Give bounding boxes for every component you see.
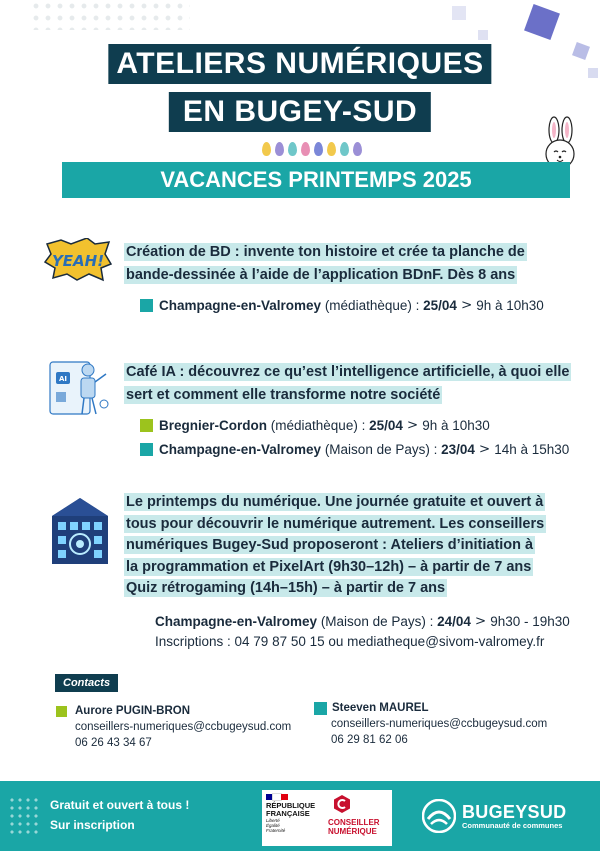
- decorative-pixel: [572, 42, 590, 60]
- section-3-headline-line: tous pour découvrir le numérique autrement. Les conseillers: [126, 515, 545, 532]
- subtitle-banner: VACANCES PRINTEMPS 2025: [62, 162, 570, 198]
- bugeysud-logo: [422, 799, 566, 833]
- decorative-pixel: [588, 68, 598, 78]
- contact-phone[interactable]: 06 26 43 34 67: [75, 737, 152, 749]
- bugeysud-swirl-icon: [422, 799, 456, 833]
- svg-text:YEAH!: YEAH!: [51, 252, 105, 270]
- section-2-location: [140, 417, 490, 433]
- section-1-headline-line: Création de BD : invente ton histoire et crée ta planche de: [126, 244, 525, 260]
- conseiller-numerique-icon: [332, 794, 352, 814]
- brand-name: BUGEYSUD: [462, 801, 567, 822]
- section-3-headline-line: numériques Bugey-Sud proposeront : Ateliers d’initiation à: [126, 537, 534, 553]
- chevron-dots-icon: [8, 796, 42, 838]
- contact-email[interactable]: conseillers-numeriques@ccbugeysud.com: [331, 718, 548, 730]
- footer-bar: [0, 781, 600, 851]
- location-venue: (Maison de Pays) :: [324, 441, 438, 457]
- inscriptions-line: [155, 634, 544, 649]
- title-line-2: EN BUGEY-SUD: [169, 92, 431, 132]
- section-3-headline-line: Quiz rétrogaming (14h–15h) – à partir de 7 ans: [126, 580, 446, 596]
- rf-line-1: RÉPUBLIQUE: [266, 801, 316, 810]
- teal-square-marker: [140, 299, 153, 312]
- rf-motto-1: Liberté: [266, 818, 280, 823]
- contacts-label: Contacts: [55, 674, 118, 692]
- title-line-1: ATELIERS NUMÉRIQUES: [108, 44, 491, 84]
- section-3-headline: [124, 492, 582, 600]
- footer-text: [50, 795, 189, 835]
- section-2-headline-line: Café IA : découvrez ce qu’est l’intelligence artificielle, à quoi elle: [126, 364, 570, 380]
- section-3-headline-line: la programmation et PixelArt (9h30–12h) – à partir de 7 ans: [126, 558, 532, 575]
- location-venue: (Maison de Pays) :: [320, 613, 434, 629]
- contact-name: Aurore PUGIN-BRON: [75, 705, 191, 717]
- location-place: Champagne-en-Valromey: [159, 297, 322, 313]
- section-2-headline-line: sert et comment elle transforme notre société: [126, 387, 441, 403]
- rf-motto-3: Fraternité: [266, 828, 286, 833]
- rf-motto-2: Égalité: [266, 823, 280, 828]
- section-1-headline: [124, 241, 582, 287]
- decorative-pixel: [452, 6, 466, 20]
- easter-eggs-decoration: [262, 142, 362, 160]
- rf-line-2: FRANÇAISE: [266, 809, 310, 818]
- cn-line-2: NUMÉRIQUE: [328, 827, 377, 836]
- location-time: 9h à 10h30: [422, 417, 490, 433]
- section-3-headline-line: Le printemps du numérique. Une journée gratuite et ouvert à: [126, 494, 544, 510]
- inscriptions-text: Inscriptions : 04 79 87 50 15 ou mediatheque@sivom-valromey.fr: [155, 634, 545, 649]
- section-3-location: [155, 613, 570, 629]
- section-2-headline: [124, 361, 582, 407]
- digital-house-icon: [48, 494, 112, 566]
- contact-email[interactable]: conseillers-numeriques@ccbugeysud.com: [75, 721, 292, 733]
- ai-robot-icon: [48, 358, 112, 424]
- section-1-location: [140, 297, 544, 313]
- lime-square-marker: [56, 706, 67, 717]
- section-2-location: [140, 441, 569, 457]
- decorative-dot-pattern: [30, 0, 190, 30]
- decorative-pixel: [478, 30, 488, 40]
- location-date: 25/04: [369, 417, 403, 433]
- contact-name: Steeven MAUREL: [332, 702, 429, 714]
- partner-logos: [262, 790, 392, 846]
- conseiller-numerique-logo: [328, 794, 380, 836]
- location-venue: (médiathèque) :: [324, 297, 420, 313]
- location-place: Bregnier-Cordon: [159, 417, 267, 433]
- yeah-comic-icon: [43, 238, 113, 282]
- section-1-headline-line: bande-dessinée à l’aide de l’application BDnF. Dès 8 ans: [126, 267, 516, 283]
- location-venue: (médiathèque) :: [270, 417, 366, 433]
- location-date: 23/04: [441, 441, 475, 457]
- location-date: 24/04: [437, 613, 471, 629]
- republique-francaise-logo: [266, 794, 315, 833]
- lime-square-marker: [140, 419, 153, 432]
- teal-square-marker: [140, 443, 153, 456]
- footer-line-2: Sur inscription: [50, 818, 135, 832]
- location-place: Champagne-en-Valromey: [155, 613, 318, 629]
- location-date: 25/04: [423, 297, 457, 313]
- location-time: 14h à 15h30: [494, 441, 570, 457]
- arrow-icon: >: [406, 417, 419, 433]
- contact-phone[interactable]: 06 29 81 62 06: [331, 734, 408, 746]
- decorative-pixel: [524, 4, 560, 40]
- brand-subtitle: Communauté de communes: [462, 820, 563, 830]
- cn-line-1: CONSEILLER: [328, 818, 380, 827]
- location-place: Champagne-en-Valromey: [159, 441, 322, 457]
- teal-square-marker: [314, 702, 327, 715]
- location-time: 9h30 - 19h30: [490, 613, 570, 629]
- contact-card: [314, 700, 547, 748]
- location-time: 9h à 10h30: [476, 297, 544, 313]
- arrow-icon: >: [478, 441, 491, 457]
- footer-line-1: Gratuit et ouvert à tous !: [50, 798, 190, 812]
- contact-card: [56, 703, 291, 751]
- arrow-icon: >: [460, 297, 473, 313]
- arrow-icon: >: [474, 613, 487, 629]
- svg-text:AI: AI: [58, 375, 68, 383]
